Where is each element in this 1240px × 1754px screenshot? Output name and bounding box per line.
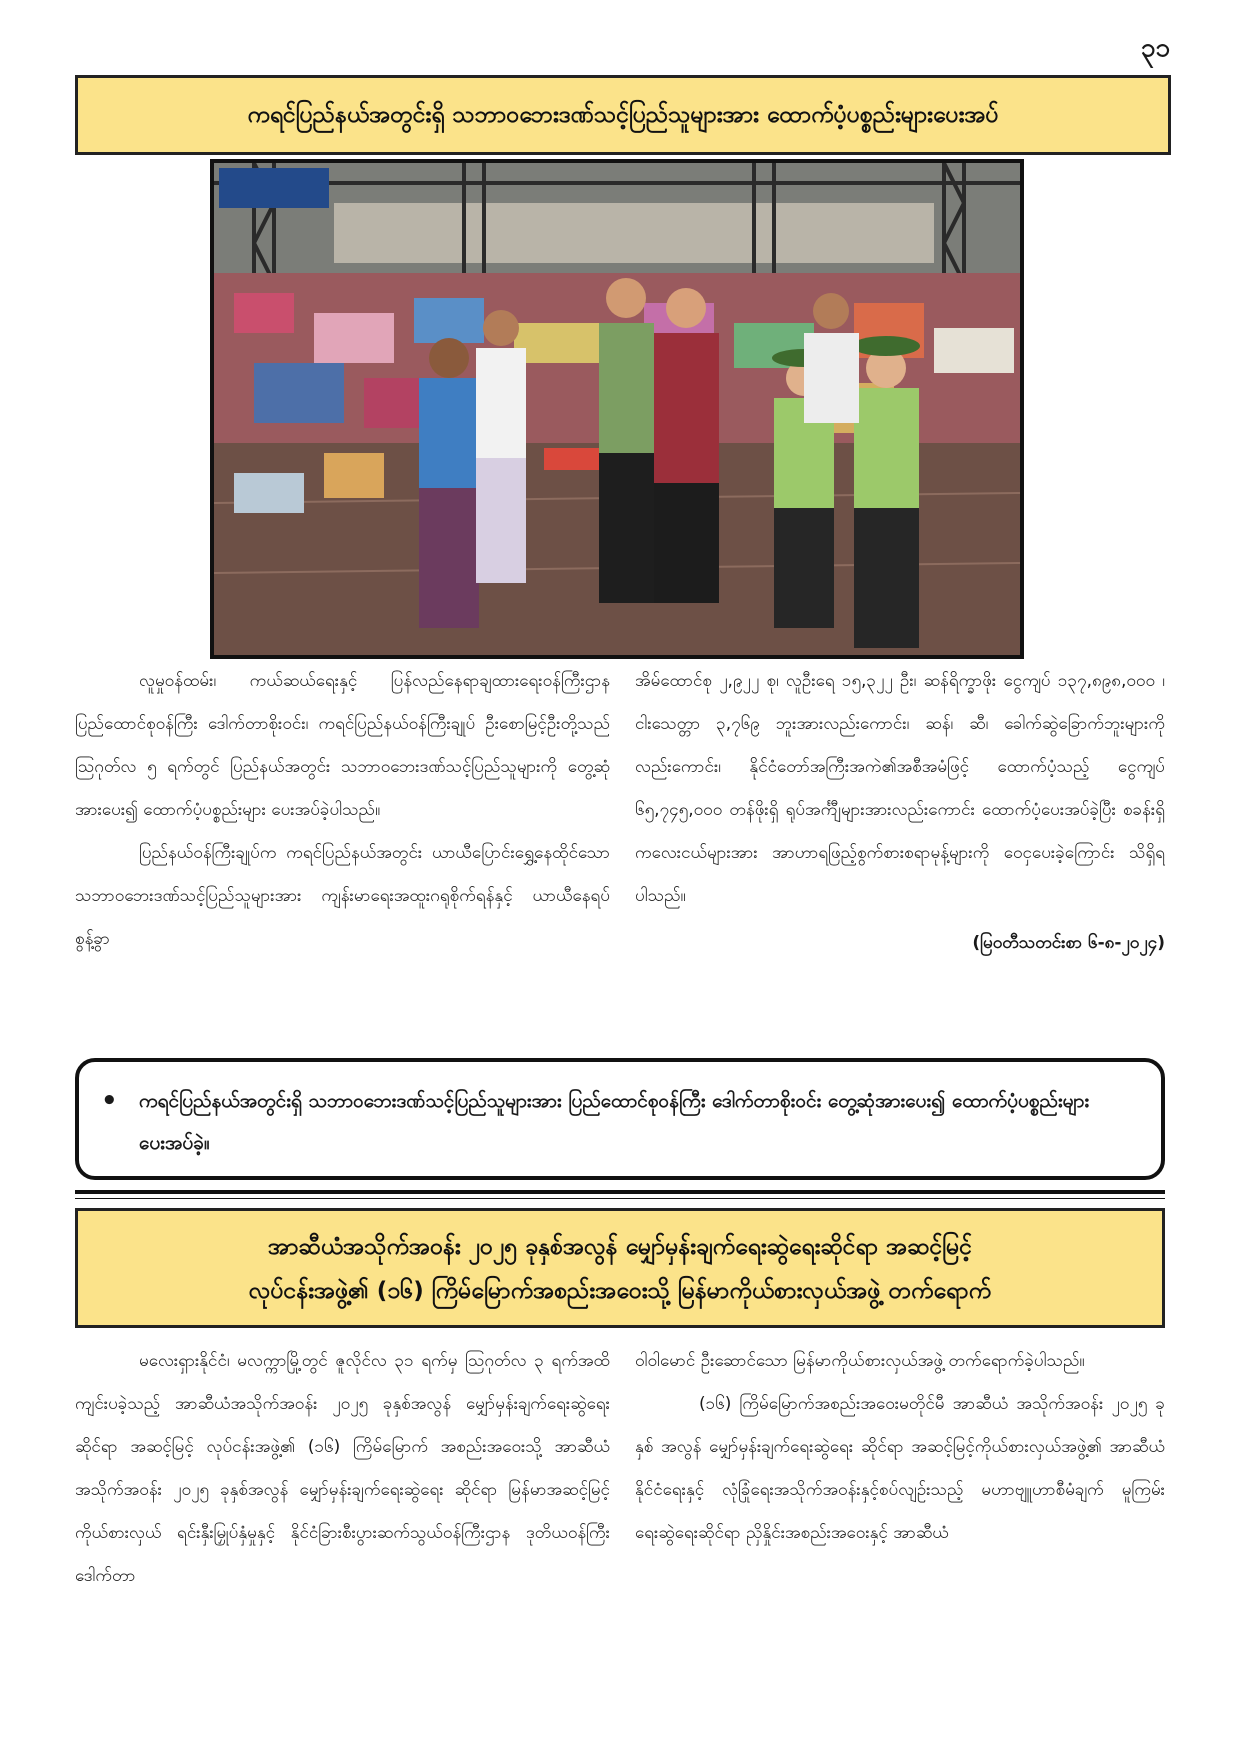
article1-column-left [75, 660, 610, 1045]
article2-headline-line: အာဆီယံအသိုက်အဝန်း ၂၀၂၅ ခုနှစ်အလွန် မျှော်မှန်းချက်ရေးဆွဲရေးဆိုင်ရာ အဆင့်မြင့် [267, 1234, 972, 1260]
page-number: ၃၁ [1140, 33, 1170, 63]
article1-paragraph: လူမှုဝန်ထမ်း၊ ကယ်ဆယ်ရေးနှင့် ပြန်လည်နေရာချထားရေးဝန်ကြီးဌာန ပြည်ထောင်စုဝန်ကြီး ဒေါက်တာစိုးဝင်း၊ ကရင်ပြည်နယ်ဝန်ကြီးချုပ် ဦးစောမြင့်ဦးတို့သည် သြဂုတ်လ ၅ ရက်တွင် ပြည်နယ်အတွင်း သဘာဝဘေးဒဏ်သင့်ပြည်သူများကို တွေ့ဆုံအားပေး၍ ထောက်ပံ့ပစ္စည်းများ ပေးအပ်ခဲ့ပါသည်။ [75, 671, 610, 820]
article1-column-right [635, 660, 1165, 1045]
article2-column-left [75, 1340, 610, 1735]
article2-paragraph: မလေးရှားနိုင်ငံ၊ မလက္ကာမြို့တွင် ဇူလိုင်လ ၃၁ ရက်မှ သြဂုတ်လ ၃ ရက်အထိ ကျင်းပခဲ့သည့် အာဆီယံအသိုက်အဝန်း ၂၀၂၅ ခုနှစ်အလွန် မျှော်မှန်းချက်ရေးဆွဲရေးဆိုင်ရာ အဆင့်မြင့် လုပ်ငန်းအဖွဲ့၏ (၁၆) ကြိမ်မြောက် အစည်းအဝေးသို့ အာဆီယံ အသိုက်အဝန်း ၂၀၂၅ ခုနှစ်အလွန် မျှော်မှန်းချက်ရေးဆွဲရေး ဆိုင်ရာ မြန်မာအဆင့်မြင့်ကိုယ်စားလှယ် ရင်းနှီးမြှုပ်နှံမှုနှင့် နိုင်ငံခြားစီးပွားဆက်သွယ်ဝန်ကြီးဌာန ဒုတိယဝန်ကြီး ဒေါက်တာ [75, 1351, 610, 1586]
divider-thin [75, 1198, 1165, 1199]
article1-paragraph: အိမ်ထောင်စု ၂,၉၂၂ စု၊ လူဦးရေ ၁၅,၃၂၂ ဦး၊ ဆန်ရိက္ခာဖိုး ငွေကျပ် ၁၃၇,၈၉၈,၀၀၀ ၊ ငါးသေတ္တာ ၃,၇၆၉ ဘူးအားလည်းကောင်း၊ ဆန်၊ ဆီ၊ ခေါက်ဆွဲခြောက်ဘူးများကိုလည်းကောင်း၊ နိုင်ငံတော်အကြီးအကဲ၏အစီအမံဖြင့် ထောက်ပံ့သည့် ငွေကျပ် ၆၅,၇၄၅,၀၀၀ တန်ဖိုးရှိ ရုပ်အင်္ကျီများအားလည်းကောင်း ထောက်ပံ့ပေးအပ်ခဲ့ပြီး စခန်းရှိကလေးငယ်များအား အာဟာရဖြည့်စွက်စားစရာမုန့်များကို ဝေငှပေးခဲ့ကြောင်း သိရှိရပါသည်။ [635, 671, 1165, 906]
article2-headline-line: လုပ်ငန်းအဖွဲ့၏ (၁၆) ကြိမ်မြောက်အစည်းအဝေးသို့ မြန်မာကိုယ်စားလှယ်အဖွဲ့ တက်ရောက် [248, 1278, 992, 1304]
bullet-icon: • [101, 1086, 118, 1116]
summary-text: ကရင်ပြည်နယ်အတွင်းရှိ သဘာဝဘေးဒဏ်သင့်ပြည်သူများအား ပြည်ထောင်စုဝန်ကြီး ဒေါက်တာစိုးဝင်း တွေ့ဆုံအားပေး၍ ထောက်ပံ့ပစ္စည်းများပေးအပ်ခဲ့။ [139, 1090, 1090, 1154]
article2-paragraph: (၁၆) ကြိမ်မြောက်အစည်းအဝေးမတိုင်မီ အာဆီယံ အသိုက်အဝန်း ၂၀၂၅ ခုနှစ် အလွန် မျှော်မှန်းချက်ရေးဆွဲရေး ဆိုင်ရာ အဆင့်မြင့်ကိုယ်စားလှယ်အဖွဲ့၏ အာဆီယံနိုင်ငံရေးနှင့် လုံခြုံရေးအသိုက်အဝန်းနှင့်စပ်လျဉ်းသည့် မဟာဗျူဟာစီမံချက် မူကြမ်းရေးဆွဲရေးဆိုင်ရာ ညှိနှိုင်းအစည်းအဝေးနှင့် အာဆီယံ [635, 1394, 1165, 1543]
article2-paragraph: ဝါဝါမောင် ဦးဆောင်သော မြန်မာကိုယ်စားလှယ်အဖွဲ့ တက်ရောက်ခဲ့ပါသည်။ [635, 1351, 1085, 1371]
article1-headline: ကရင်ပြည်နယ်အတွင်းရှိ သဘာဝဘေးဒဏ်သင့်ပြည်သူများအား ထောက်ပံ့ပစ္စည်းများပေးအပ် [75, 75, 1171, 155]
article1-paragraph: ပြည်နယ်ဝန်ကြီးချုပ်က ကရင်ပြည်နယ်အတွင်း ယာယီပြောင်းရွှေ့နေထိုင်သော သဘာဝဘေးဒဏ်သင့်ပြည်သူများအား ကျန်းမာရေးအထူးဂရုစိုက်ရန်နှင့် ယာယီနေရပ်စွန့်ခွာ [75, 843, 610, 949]
article1-source: (မြဝတီသတင်းစာ ၆-၈-၂၀၂၄) [972, 933, 1165, 953]
article2-column-right [635, 1340, 1165, 1735]
divider-thick [75, 1190, 1165, 1194]
summary-box [75, 1058, 1165, 1180]
article1-photo [210, 159, 1024, 659]
photo-illustration [214, 163, 1020, 655]
article2-headline [75, 1208, 1165, 1328]
